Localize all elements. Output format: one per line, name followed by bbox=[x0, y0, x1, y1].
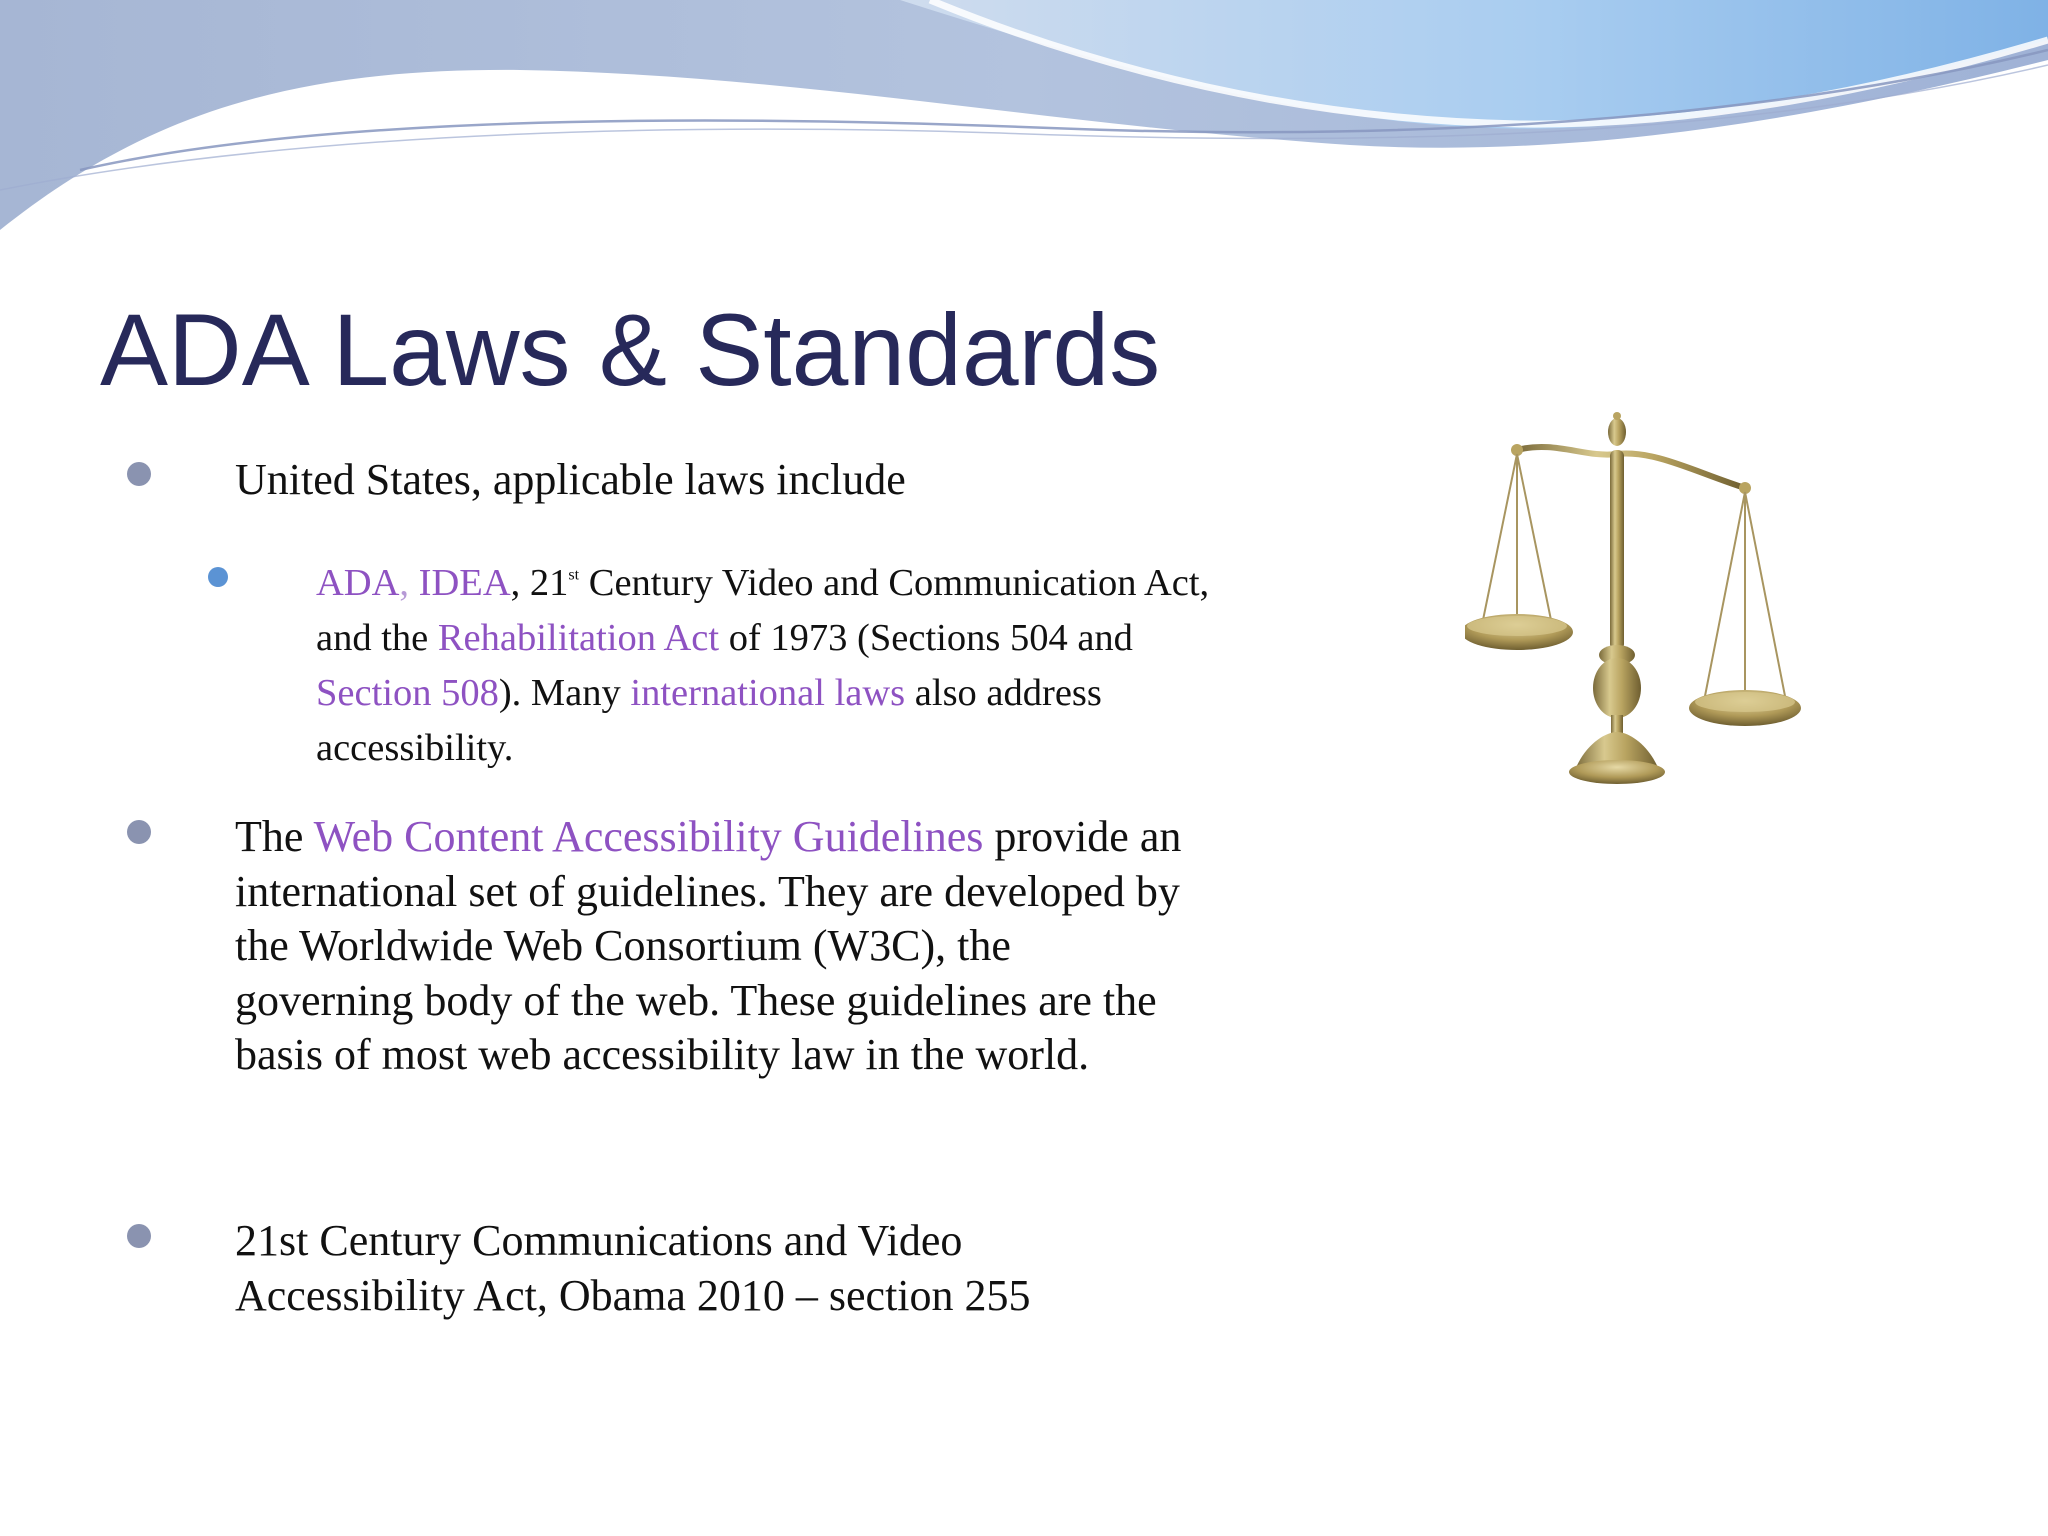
comma-separator: , bbox=[399, 562, 410, 604]
bullet-marker bbox=[127, 820, 151, 844]
bullet-us-laws: United States, applicable laws include bbox=[235, 455, 906, 504]
bullet-marker bbox=[127, 1224, 151, 1248]
top-wave-banner bbox=[0, 0, 2048, 240]
text-segment: ). Many bbox=[498, 672, 631, 714]
link-rehabilitation-act[interactable]: Rehabilitation Act bbox=[437, 617, 720, 659]
bullet-cvaa: 21st Century Communications and Video Accessibility Act, Obama 2010 – section 255 bbox=[235, 1216, 1031, 1320]
link-wcag[interactable]: Web Content Accessibility Guidelines bbox=[313, 812, 984, 861]
sub-bullet-marker bbox=[208, 567, 228, 587]
text-segment: , 21 bbox=[510, 562, 569, 604]
ordinal-superscript: st bbox=[568, 566, 580, 584]
text-segment: Century Video and Communication Act, and the bbox=[316, 562, 1210, 659]
text-segment: also address accessibility. bbox=[316, 672, 1102, 769]
sub-bullet-laws-list bbox=[316, 556, 1216, 776]
link-section-508[interactable]: Section 508 bbox=[316, 672, 499, 714]
link-idea[interactable]: IDEA bbox=[418, 562, 511, 604]
link-ada[interactable]: ADA bbox=[316, 562, 400, 604]
scales-of-justice-icon bbox=[1465, 410, 1805, 800]
text-segment: provide an international set of guidelines. They are developed by the Worldwide Web Consortium (W3C), the governing body of the web. These guidelines are the basis of most web accessibility law in the world. bbox=[235, 812, 1182, 1079]
bullet-marker bbox=[127, 462, 151, 486]
text-segment: of 1973 (Sections 504 and bbox=[719, 617, 1133, 659]
bullet-wcag bbox=[235, 810, 1195, 1083]
text-segment: The bbox=[235, 812, 314, 861]
slide-title: ADA Laws & Standards bbox=[100, 293, 1161, 407]
link-international-laws[interactable]: international laws bbox=[630, 672, 906, 714]
